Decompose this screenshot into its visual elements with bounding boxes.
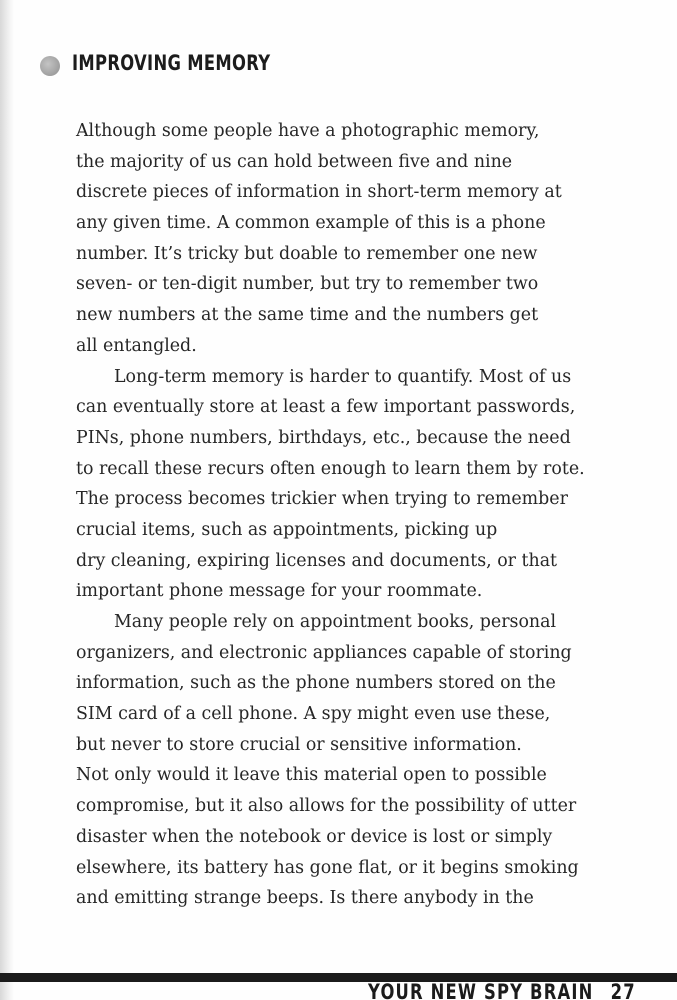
running-head: YOUR NEW SPY BRAIN	[368, 981, 594, 1000]
page-gutter-shadow	[0, 0, 14, 1000]
text-line: dry cleaning, expiring licenses and documents, or that	[76, 550, 558, 571]
text-line: Although some people have a photographic memory,	[76, 121, 540, 141]
text-line: The process becomes trickier when trying to remember	[76, 489, 568, 510]
text-line: important phone message for your roommate.	[76, 581, 483, 602]
text-line: Not only would it leave this material open to possible	[76, 765, 547, 786]
text-line: PINs, phone numbers, birthdays, etc., because the need	[76, 427, 571, 448]
text-line: crucial items, such as appointments, picking up	[76, 519, 498, 540]
section-title: IMPROVING MEMORY	[72, 51, 271, 75]
text-line: discrete pieces of information in short-term memory at	[76, 182, 562, 203]
text-line: Long-term memory is harder to quantify. Most of us	[114, 366, 572, 387]
text-line: disaster when the notebook or device is lost or simply	[76, 826, 553, 847]
text-line: all entangled.	[76, 335, 197, 356]
text-line: elsewhere, its battery has gone flat, or it begins smoking	[76, 857, 579, 878]
text-line: organizers, and electronic appliances capable of storing	[76, 642, 572, 663]
page-number: 27	[610, 981, 636, 1000]
text-line: the majority of us can hold between five and nine	[76, 151, 513, 172]
text-line: SIM card of a cell phone. A spy might even use these,	[76, 704, 551, 725]
running-footer	[368, 981, 636, 1000]
text-line: and emitting strange beeps. Is there anybody in the	[76, 888, 534, 909]
text-line: to recall these recurs often enough to learn them by rote.	[76, 458, 585, 479]
body-text	[76, 116, 596, 914]
text-line: information, such as the phone numbers stored on the	[76, 673, 556, 694]
text-line: any given time. A common example of this is a phone	[76, 213, 546, 234]
text-line: can eventually store at least a few important passwords,	[76, 397, 576, 418]
text-line: Many people rely on appointment books, personal	[114, 612, 557, 632]
text-line: compromise, but it also allows for the possibility of utter	[76, 796, 577, 817]
circle-bullet-icon	[40, 56, 60, 76]
text-line: new numbers at the same time and the numbers get	[76, 305, 539, 326]
text-line: seven- or ten-digit number, but try to remember two	[76, 274, 539, 295]
section-heading	[40, 50, 326, 76]
text-line: number. It’s tricky but doable to remember one new	[76, 243, 538, 264]
text-line: but never to store crucial or sensitive information.	[76, 734, 522, 755]
